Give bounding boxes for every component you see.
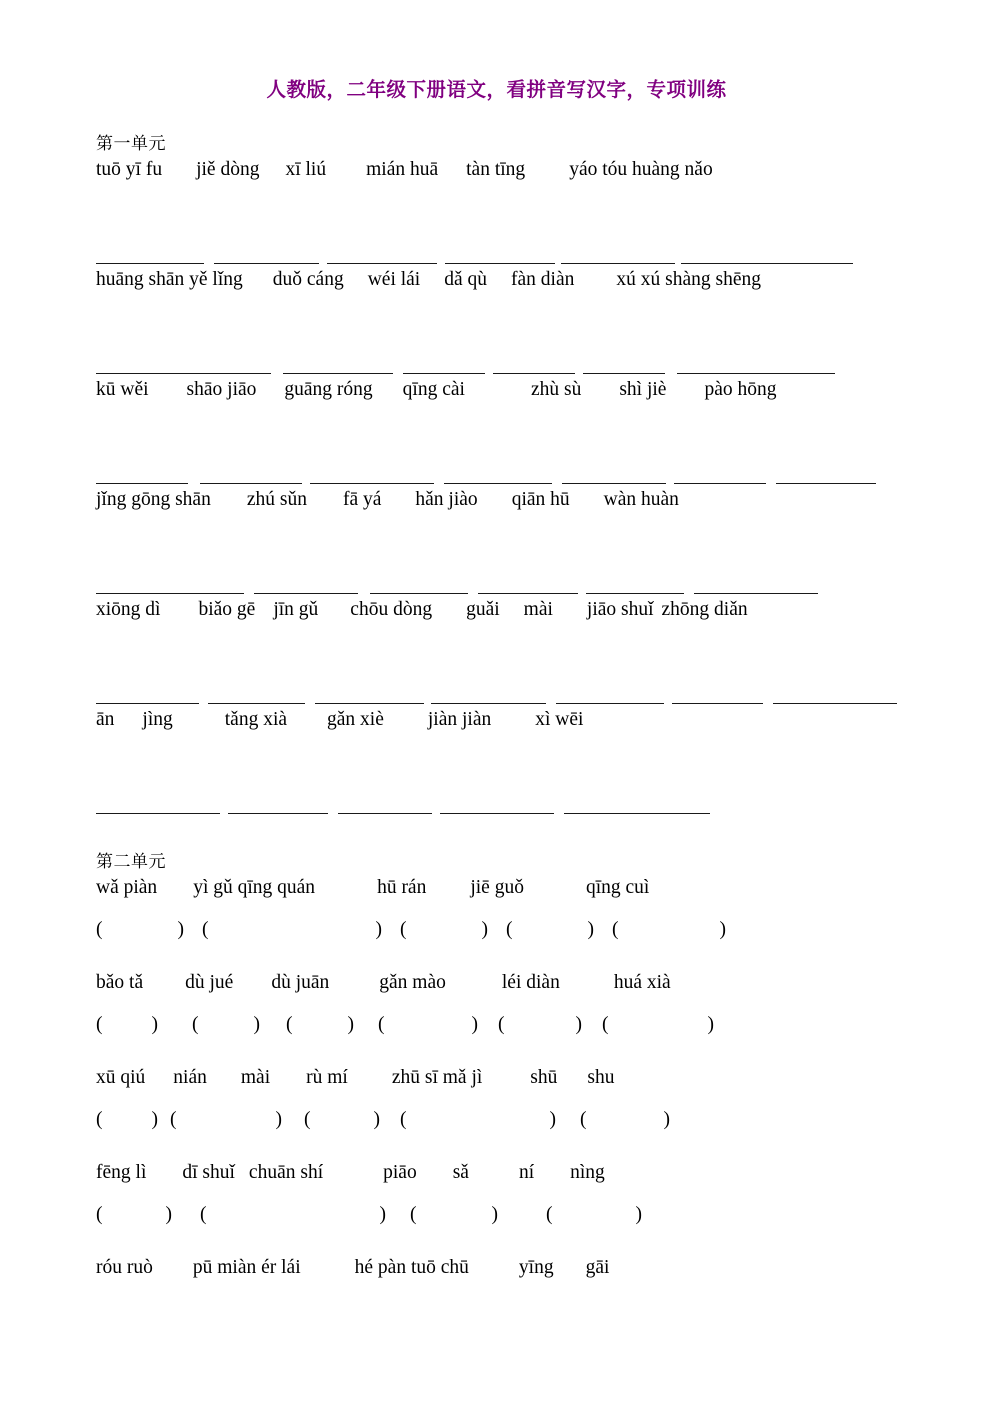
pinyin-row [96,490,897,532]
pinyin-item: dù juān [271,972,330,993]
answer-blank[interactable] [283,372,393,374]
pinyin-item: nìng [570,1162,605,1183]
pinyin-item: huāng shān yě lǐng [96,269,243,290]
pinyin-row [96,1163,897,1205]
pinyin-item: wéi lái [367,269,421,290]
answer-blank[interactable] [228,812,328,814]
paren-open: ( [304,1109,311,1130]
pinyin-item: tàn tīng [466,159,526,180]
answer-blank[interactable] [254,592,358,594]
answer-blank[interactable] [562,482,666,484]
pinyin-item: ān [96,709,115,730]
answer-blank[interactable] [327,262,437,264]
paren-close: ) [491,1204,498,1225]
pinyin-item: qīng cài [402,379,465,400]
paren-close: ) [575,1014,582,1035]
paren-close: ) [253,1014,260,1035]
pinyin-row [96,878,897,920]
answer-paren-row [96,1205,897,1258]
page-title: 人教版，二年级下册语文，看拼音写汉字，专项训练 [266,78,727,101]
answer-parentheses[interactable] [506,920,594,940]
pinyin-item: mián huā [366,159,439,180]
pinyin-item: jiě dòng [196,159,260,180]
answer-blank[interactable] [776,482,876,484]
paren-close: ) [165,1204,172,1225]
paren-open: ( [378,1014,385,1035]
pinyin-row [96,600,897,642]
answer-parentheses[interactable] [170,1110,282,1130]
answer-blank[interactable] [315,702,424,704]
paren-close: ) [177,919,184,940]
answer-blank[interactable] [200,482,302,484]
pinyin-item: duǒ cáng [272,269,344,290]
pinyin-item: biǎo gē [198,599,256,620]
answer-parentheses[interactable] [612,920,726,940]
unit-section-1 [96,102,897,820]
answer-blank[interactable] [586,592,684,594]
pinyin-item: tuō yī fu [96,159,163,180]
answer-blank[interactable] [564,812,710,814]
paren-close: ) [707,1014,714,1035]
paren-open: ( [410,1204,417,1225]
answer-rule-row [96,752,897,820]
answer-blank[interactable] [403,372,485,374]
answer-blank[interactable] [445,262,555,264]
answer-blank[interactable] [672,702,763,704]
answer-blank[interactable] [370,592,468,594]
answer-parentheses[interactable] [410,1205,498,1225]
answer-parentheses[interactable] [546,1205,642,1225]
pinyin-item: kū wěi [96,379,149,400]
pinyin-item: xú xú shàng shēng [616,269,761,290]
pinyin-row [96,270,897,312]
pinyin-item: dī shuǐ [182,1162,235,1183]
pinyin-item: xī liú [285,159,327,180]
answer-parentheses[interactable] [602,1015,714,1035]
paren-close: ) [151,1014,158,1035]
paren-close: ) [549,1109,556,1130]
answer-rule-row [96,642,897,710]
answer-blank[interactable] [478,592,578,594]
answer-blank[interactable] [96,812,220,814]
answer-parentheses[interactable] [96,1110,158,1130]
paren-open: ( [202,919,209,940]
answer-parentheses[interactable] [96,1015,158,1035]
answer-parentheses[interactable] [286,1015,354,1035]
answer-blank[interactable] [556,702,665,704]
paren-open: ( [400,1109,407,1130]
pinyin-item: fēng lì [96,1162,147,1183]
pinyin-item: gǎn mào [379,972,446,993]
answer-parentheses[interactable] [400,920,488,940]
pinyin-item: fā yá [342,489,382,510]
answer-blank[interactable] [773,702,897,704]
paren-close: ) [481,919,488,940]
pinyin-item: xū qiú [96,1067,146,1088]
answer-parentheses[interactable] [580,1110,670,1130]
unit-heading-2: 第二单元 [96,852,166,872]
answer-rule-row [96,202,897,270]
pinyin-item: gāi [585,1257,610,1278]
pinyin-item: yīng [518,1257,554,1278]
pinyin-item: zhù sù [530,379,582,400]
answer-blank[interactable] [493,372,575,374]
pinyin-row [96,1258,897,1300]
pinyin-item: wàn huàn [603,489,679,510]
pinyin-item: chuān shí [248,1162,324,1183]
pinyin-item: shu [587,1067,615,1088]
pinyin-item: jīn gǔ [273,599,319,620]
paren-open: ( [96,919,103,940]
answer-blank[interactable] [583,372,665,374]
answer-rule-row [96,532,897,600]
paren-close: ) [151,1109,158,1130]
answer-paren-row [96,1110,897,1163]
answer-blank[interactable] [338,812,432,814]
pinyin-item: shū [530,1067,558,1088]
answer-blank[interactable] [96,262,204,264]
pinyin-item: chōu dòng [350,599,433,620]
unit-heading-1: 第一单元 [96,134,166,154]
pinyin-item: léi diàn [501,972,560,993]
pinyin-item: jiē guǒ [470,877,524,898]
pinyin-item: sǎ [452,1162,469,1183]
answer-rule-row [96,422,897,490]
pinyin-item: jiàn jiàn [427,709,492,730]
answer-paren-row [96,920,897,973]
paren-open: ( [580,1109,587,1130]
pinyin-item: rù mí [306,1067,348,1088]
answer-blank[interactable] [681,262,853,264]
answer-blank[interactable] [96,592,244,594]
paren-open: ( [200,1204,207,1225]
pinyin-item: róu ruò [96,1257,153,1278]
answer-parentheses[interactable] [202,920,382,940]
answer-blank[interactable] [694,592,818,594]
paren-open: ( [602,1014,609,1035]
answer-blank[interactable] [208,702,305,704]
paren-close: ) [719,919,726,940]
answer-blank[interactable] [96,372,271,374]
paren-open: ( [506,919,513,940]
pinyin-item: huá xià [613,972,671,993]
pinyin-item: bǎo tǎ [96,972,144,993]
paren-close: ) [375,919,382,940]
pinyin-item: xì wēi [535,709,584,730]
pinyin-item: zhú sǔn [246,489,307,510]
pinyin-item: shì jiè [619,379,667,400]
answer-blank[interactable] [674,482,766,484]
unit-section-2 [96,820,897,1300]
answer-blank[interactable] [310,482,434,484]
answer-parentheses[interactable] [378,1015,478,1035]
pinyin-item: guǎi [466,599,500,620]
paren-open: ( [400,919,407,940]
pinyin-row [96,160,897,202]
answer-blank[interactable] [214,262,319,264]
pinyin-item: nián [173,1067,207,1088]
pinyin-item: yì gǔ qīng quán [193,877,316,898]
pinyin-item: yáo tóu huàng nǎo [569,159,713,180]
answer-parentheses[interactable] [96,920,184,940]
pinyin-row [96,973,897,1015]
pinyin-item: zhōng diǎn [661,599,748,620]
pinyin-row [96,1068,897,1110]
pinyin-item: dǎ qù [444,269,488,290]
paren-open: ( [546,1204,553,1225]
pinyin-item: guāng róng [284,379,373,400]
pinyin-item: jǐng gōng shān [96,489,211,510]
answer-blank[interactable] [96,702,199,704]
pinyin-item: gǎn xiè [327,709,384,730]
answer-paren-row [96,1015,897,1068]
pinyin-item: dù jué [185,972,234,993]
paren-close: ) [635,1204,642,1225]
paren-close: ) [471,1014,478,1035]
paren-close: ) [373,1109,380,1130]
paren-close: ) [663,1109,670,1130]
pinyin-item: mài [240,1067,271,1088]
answer-parentheses[interactable] [96,1205,172,1225]
pinyin-item: ní [518,1162,535,1183]
pinyin-item: jiāo shuǐ [586,599,654,620]
paren-close: ) [275,1109,282,1130]
pinyin-item: pū miàn ér lái [192,1257,301,1278]
paren-open: ( [192,1014,199,1035]
paren-open: ( [96,1014,103,1035]
pinyin-item: qiān hū [511,489,570,510]
pinyin-item: shāo jiāo [186,379,257,400]
answer-rule-row [96,312,897,380]
pinyin-row [96,380,897,422]
pinyin-item: tǎng xià [224,709,288,730]
pinyin-item: mài [523,599,553,620]
pinyin-item: piāo [383,1162,417,1183]
answer-blank[interactable] [440,812,554,814]
pinyin-item: hǎn jiào [415,489,478,510]
paren-close: ) [379,1204,386,1225]
answer-blank[interactable] [677,372,835,374]
pinyin-item: wǎ piàn [96,877,158,898]
answer-parentheses[interactable] [192,1015,260,1035]
answer-parentheses[interactable] [498,1015,582,1035]
paren-open: ( [96,1109,103,1130]
answer-blank[interactable] [561,262,675,264]
paren-open: ( [170,1109,177,1130]
pinyin-item: hé pàn tuō chū [354,1257,469,1278]
paren-close: ) [347,1014,354,1035]
answer-parentheses[interactable] [400,1110,556,1130]
answer-parentheses[interactable] [200,1205,386,1225]
answer-blank[interactable] [431,702,545,704]
pinyin-item: fàn diàn [511,269,575,290]
paren-close: ) [587,919,594,940]
pinyin-row [96,710,897,752]
paren-open: ( [612,919,619,940]
pinyin-item: jìng [142,709,173,730]
paren-open: ( [96,1204,103,1225]
pinyin-item: qīng cuì [585,877,650,898]
pinyin-item: pào hōng [704,379,777,400]
pinyin-item: xiōng dì [96,599,161,620]
paren-open: ( [286,1014,293,1035]
answer-blank[interactable] [96,482,188,484]
paren-open: ( [498,1014,505,1035]
pinyin-item: zhū sī mǎ jì [391,1067,483,1088]
answer-parentheses[interactable] [304,1110,380,1130]
answer-blank[interactable] [444,482,552,484]
pinyin-item: hū rán [377,877,427,898]
